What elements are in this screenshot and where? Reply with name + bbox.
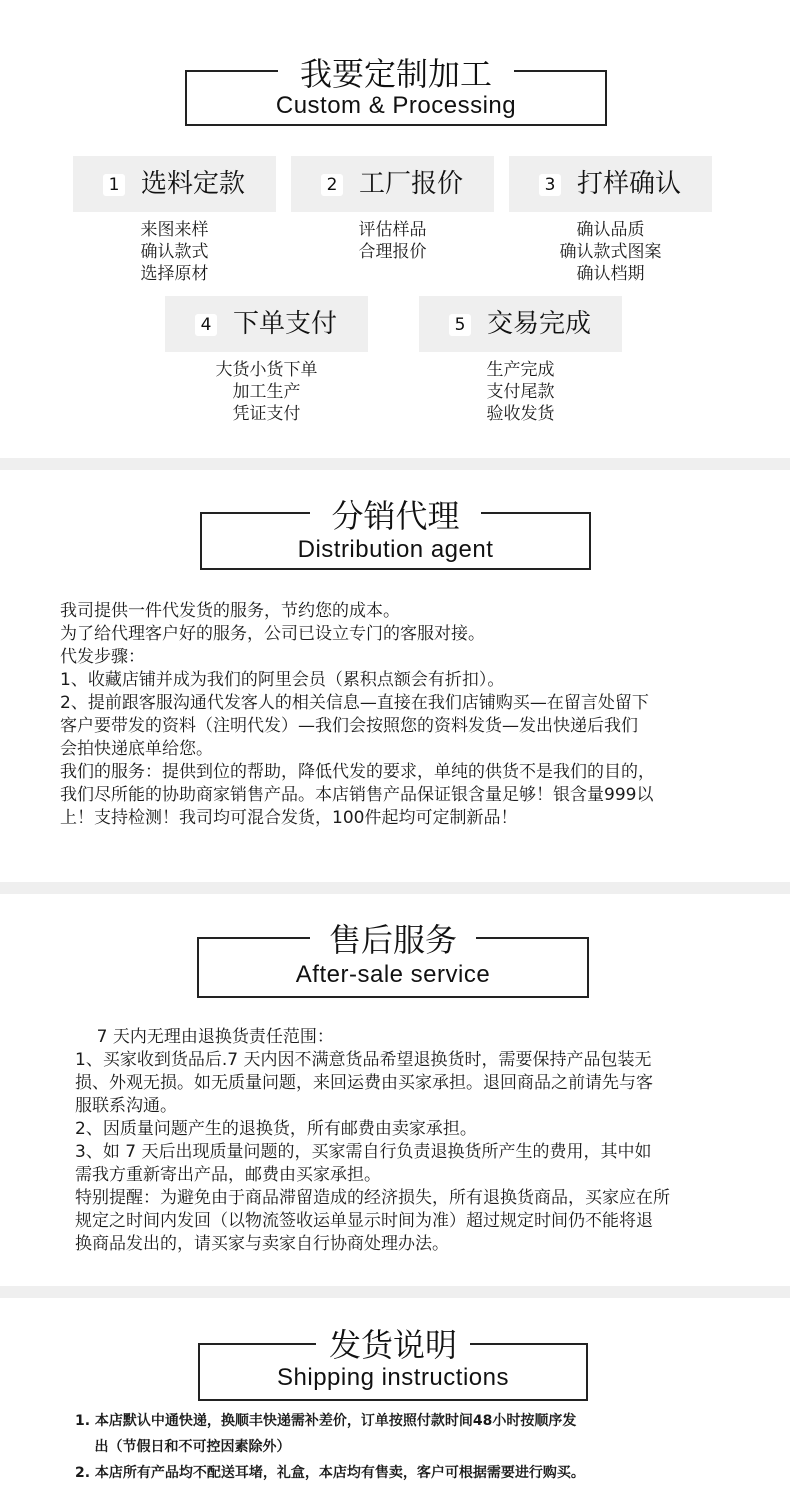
step-5-number: 5 xyxy=(449,314,471,336)
aftersale-title-box xyxy=(197,921,589,998)
shipping-section xyxy=(0,1298,790,1496)
step-4-box xyxy=(165,296,368,352)
step-4-desc: 大货小货下单 加工生产 凭证支付 xyxy=(215,360,318,424)
step-1-box xyxy=(73,156,276,212)
shipping-title-zh: 发货说明 xyxy=(328,1326,457,1364)
section-divider xyxy=(0,458,790,470)
step-2-label: 工厂报价 xyxy=(359,169,464,199)
custom-title-box xyxy=(185,55,607,126)
distribution-title-zh: 分销代理 xyxy=(331,497,460,535)
distribution-section xyxy=(0,470,790,882)
step-4-label: 下单支付 xyxy=(233,309,338,339)
aftersale-title-en: After-sale service xyxy=(295,961,491,988)
custom-title-en: Custom & Processing xyxy=(275,92,517,119)
step-2-number: 2 xyxy=(321,174,343,196)
step-5-label: 交易完成 xyxy=(487,309,592,339)
custom-title-zh: 我要定制加工 xyxy=(299,55,492,93)
aftersale-title-zh: 售后服务 xyxy=(328,921,457,959)
aftersale-text: 7 天内无理由退换货责任范围： 1、买家收到货品后.7 天内因不满意货品希望退换货时，需要保持产品包装无 损、外观无损。如无质量问题，来回运费由买家承担。退回商品之前请先与客 服联系沟通。 2、因质量问题产生的退换货，所有邮费由卖家承担。 3、如 7 天后出现质量问题的，买家需自行负责退换货所产生的费用，其中如 需我方重新寄出产品，邮费由买家承担。 特别提醒：为避免由于商品滞留造成的经济损失，所有退换货商品，买家应在所 规定之时间内发回（以物流签收运单显示时间为准）超过规定时间仍不能将退 换商品发出的，请买家与卖家自行协商处理办法。 xyxy=(75,1027,670,1254)
step-3-box xyxy=(509,156,712,212)
section-divider xyxy=(0,1286,790,1298)
shipping-title-box xyxy=(198,1326,588,1401)
step-1-desc: 来图来样 确认款式 选择原材 xyxy=(140,220,209,284)
step-2-desc: 评估样品 合理报价 xyxy=(358,220,427,262)
step-5-desc: 生产完成 支付尾款 验收发货 xyxy=(486,360,555,424)
section-divider xyxy=(0,882,790,894)
step-3-label: 打样确认 xyxy=(577,169,682,199)
distribution-text: 我司提供一件代发货的服务，节约您的成本。 为了给代理客户好的服务，公司已设立专门的客服对接。 代发步骤： 1、收藏店铺并成为我们的阿里会员（累积点额会有折扣）。 2、提前跟客服沟通代发客人的相关信息—直接在我们店铺购买—在留言处留下 客户要带发的资料（注明代发）—我们会按照您的资料发货—发出快递后我们 会拍快递底单给您。 我们的服务：提供到位的帮助，降低代发的要求，单纯的供货不是我们的目的， 我们尽所能的协助商家销售产品。本店销售产品保证银含量足够！银含量999以 上！支持检测！我司均可混合发货，100件起均可定制新品！ xyxy=(60,601,655,828)
step-1-number: 1 xyxy=(103,174,125,196)
step-3-number: 3 xyxy=(539,174,561,196)
shipping-title-en: Shipping instructions xyxy=(277,1364,509,1391)
custom-section xyxy=(0,0,790,458)
step-5-box xyxy=(419,296,622,352)
step-3-desc: 确认品质 确认款式图案 确认档期 xyxy=(559,220,662,284)
distribution-title-box xyxy=(200,497,591,570)
shipping-text: 1. 本店默认中通快递，换顺丰快递需补差价，订单按照付款时间48小时按顺序发 出（节假日和不可控因素除外） 2. 本店所有产品均不配送耳堵，礼盒，本店均有售卖，客户可根据需要进行购买。 xyxy=(75,1413,585,1481)
aftersale-section xyxy=(0,894,790,1286)
step-4-number: 4 xyxy=(195,314,217,336)
step-1-label: 选料定款 xyxy=(141,169,246,199)
step-2-box xyxy=(291,156,494,212)
distribution-title-en: Distribution agent xyxy=(297,536,494,563)
